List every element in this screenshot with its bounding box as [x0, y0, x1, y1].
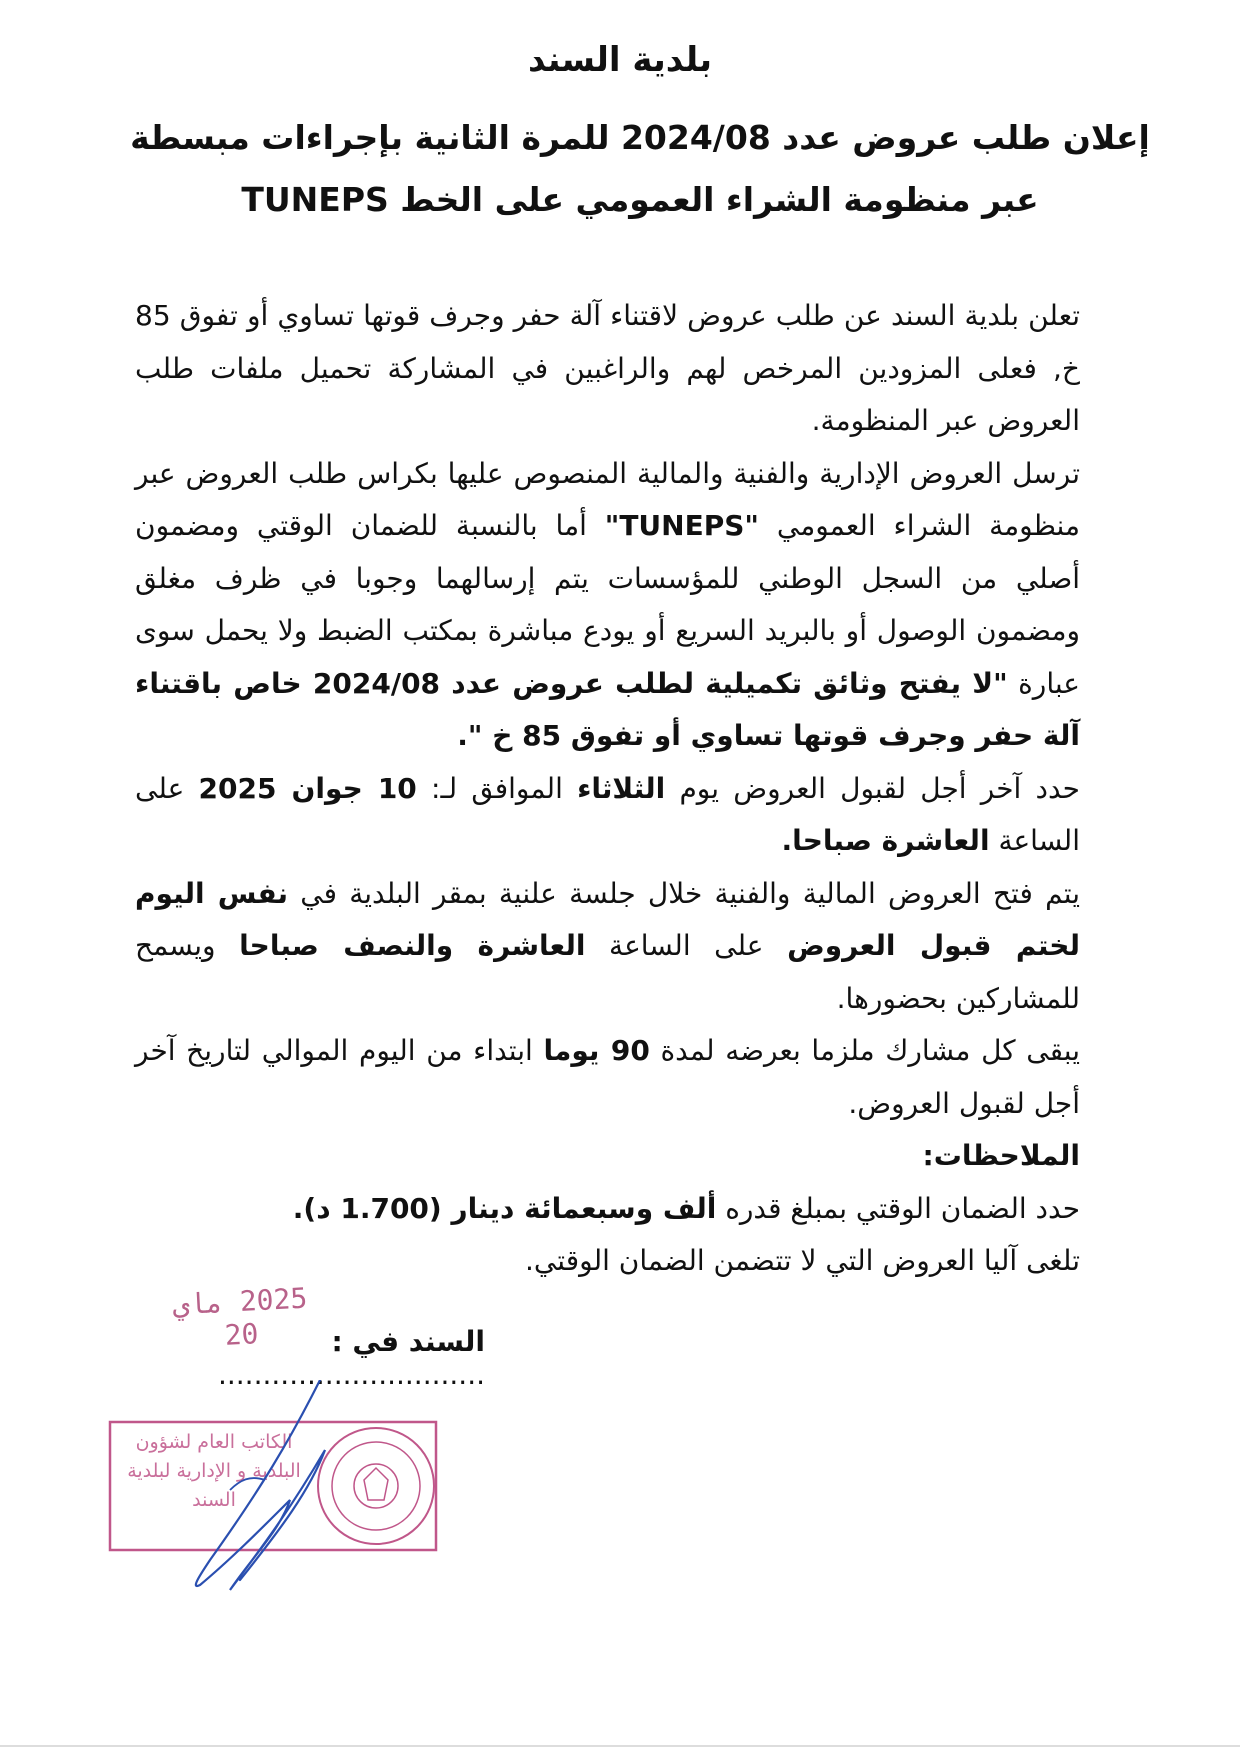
validity-days: 90 يوما: [543, 1034, 650, 1067]
paragraph-validity: يبقى كل مشارك ملزما بعرضه لمدة 90 يوما ابتداء من اليوم الموالي لتاريخ آخر أجل لقبول العروض.: [135, 1034, 1080, 1120]
notes-title: الملاحظات:: [922, 1139, 1080, 1172]
announcement-title-line1: إعلان طلب عروض عدد 2024/08 للمرة الثانية بإجراءات مبسطة: [130, 118, 1150, 157]
paragraph-submission: ترسل العروض الإدارية والفنية والمالية المنصوص عليها بكراس طلب العروض عبر منظومة الشراء العمومي "TUNEPS" أما بالنسبة للضمان الوقتي ومضمون أصلي من السجل الوطني للمؤسسات يتم إرسالهما وجوبا في ظرف مغلق ومضمون الوصول أو بالبريد السريع أو يودع مباشرة بمكتب الضبط ولا يحمل سوى عبارة "لا يفتح وثائق تكميلية لطلب عروض عدد 2024/08 خاص باقتناء آلة حفر وجرف قوتها تساوي أو تفوق 85 خ ".: [135, 456, 1081, 752]
deadline-time: العاشرة صباحا.: [781, 824, 990, 857]
opening-time: العاشرة والنصف صباحا: [239, 929, 586, 962]
place-label: السند في :: [331, 1325, 485, 1358]
note-guarantee: حدد الضمان الوقتي بمبلغ قدره ألف وسبعمائة دينار (1.700 د).: [292, 1191, 1080, 1225]
announcement-title-line2: عبر منظومة الشراء العمومي على الخط TUNEPS: [241, 180, 1039, 219]
paragraph-deadline: حدد آخر أجل لقبول العروض يوم الثلاثاء الموافق لـ: 10 جوان 2025 على الساعة العاشرة صباحا.: [135, 771, 1080, 857]
scan-edge: [0, 1745, 1240, 1747]
guarantee-amount: ألف وسبعمائة دينار (1.700 د).: [292, 1191, 717, 1225]
envelope-text: "لا يفتح وثائق تكميلية لطلب عروض عدد 2024/08 خاص باقتناء آلة حفر وجرف قوتها تساوي أو تفوق 85 خ ".: [135, 666, 1080, 752]
place-dots: ..............................: [217, 1358, 485, 1391]
municipality-name: بلدية السند: [527, 40, 713, 80]
paragraph-opening: يتم فتح العروض المالية والفنية خلال جلسة علنية بمقر البلدية في نفس اليوم لختم قبول العروض على الساعة العاشرة والنصف صباحا ويسمح للمشاركين بحضورها.: [135, 876, 1081, 1015]
stamp-text: الكاتب العام لشؤون البلدية و الإدارية لبلدية السند: [127, 1431, 301, 1511]
note-cancellation: تلغى آليا العروض التي لا تتضمن الضمان الوقتي.: [525, 1244, 1080, 1277]
deadline-date: 10 جوان 2025: [198, 771, 417, 805]
announcement-body: [135, 290, 1080, 1288]
date-stamp: 2025 ماي 20: [171, 1281, 309, 1352]
signature-icon: [170, 1380, 370, 1600]
paragraph-intro: تعلن بلدية السند عن طلب عروض لاقتناء آلة حفر وجرف قوتها تساوي أو تفوق 85 خ, فعلى المزودين المرخص لهم والراغبين في المشاركة تحميل ملفات طلب العروض عبر المنظومة.: [135, 299, 1080, 437]
tuneps-label: "TUNEPS": [604, 509, 759, 542]
